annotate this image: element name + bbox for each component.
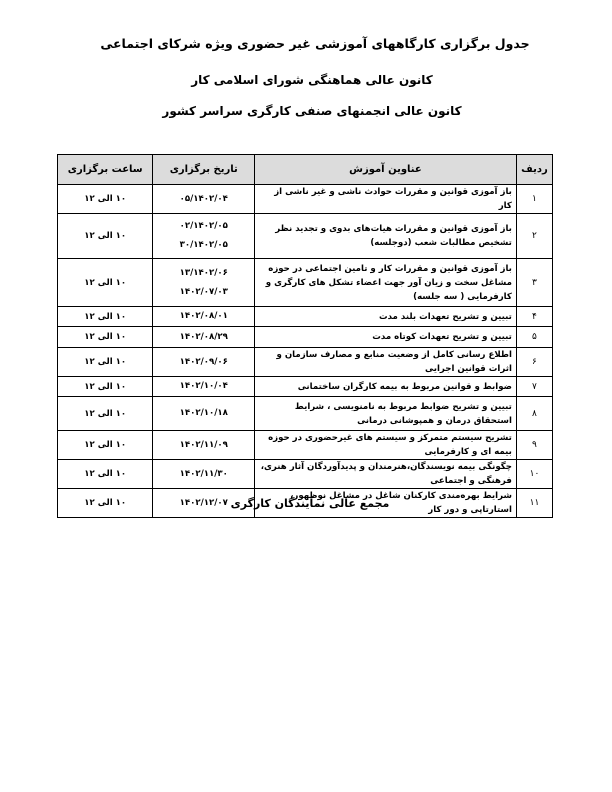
header-time: ساعت برگزاری xyxy=(58,155,153,185)
cell-topic: ضوابط و قوانین مربوط به بیمه کارگران ساختمانی xyxy=(254,377,516,397)
cell-topic: تبیین و تشریح ضوابط مربوط به نامنویسی ، شرایط استحقاق درمان و همپوشانی درمانی xyxy=(254,397,516,431)
date-value: ١۴٠٢/٠۴/٠۵ xyxy=(179,193,228,204)
date-value: ١۴٠٢/٠٨/٢٩ xyxy=(179,331,228,342)
cell-topic: چگونگی بیمه نویسندگان،هنرمندان و پدیدآوردگان آثار هنری، فرهنگی و اجتماعی xyxy=(254,460,516,489)
cell-row-number: ١٠ xyxy=(516,460,552,489)
cell-date xyxy=(153,259,255,307)
organization-name-1: کانون عالی هماهنگی شورای اسلامی کار xyxy=(191,73,433,87)
date-value: ١۴٠٢/١٠/٠۴ xyxy=(179,381,228,391)
cell-date xyxy=(153,185,255,214)
date-value: ١۴٠٢/٠٨/٠١ xyxy=(179,311,228,321)
cell-date xyxy=(153,460,255,489)
cell-date xyxy=(153,214,255,259)
cell-row-number: ٧ xyxy=(516,377,552,397)
cell-row-number: ٩ xyxy=(516,431,552,460)
table-row xyxy=(58,431,553,460)
cell-date xyxy=(153,307,255,327)
table-row xyxy=(58,327,553,348)
header-date: تاریخ برگزاری xyxy=(153,155,255,185)
cell-topic: تبیین و تشریح تعهدات کوتاه مدت xyxy=(254,327,516,348)
table-row xyxy=(58,259,553,307)
date-value: ١۴٠٢/١٢/٠٧ xyxy=(179,497,228,508)
date-value: ١۴٠٢/٠۶/١٣ xyxy=(179,267,228,278)
cell-time: ١٠ الی ١٢ xyxy=(58,348,153,377)
cell-time: ١٠ الی ١٢ xyxy=(58,327,153,348)
table-row xyxy=(58,214,553,259)
cell-date xyxy=(153,348,255,377)
date-value: ١۴٠٢/١٠/١٨ xyxy=(179,408,228,418)
date-value: ١۴٠٢/١١/٣٠ xyxy=(179,468,228,479)
cell-date xyxy=(153,377,255,397)
cell-row-number: ۶ xyxy=(516,348,552,377)
cell-time: ١٠ الی ١٢ xyxy=(58,259,153,307)
cell-topic: تشریح سیستم متمرکز و سیستم های غیرحضوری در حوزه بیمه ای و کارفرمایی xyxy=(254,431,516,460)
cell-row-number: ۵ xyxy=(516,327,552,348)
cell-time: ١٠ الی ١٢ xyxy=(58,489,153,518)
cell-date xyxy=(153,327,255,348)
organization-name-2: کانون عالی انجمنهای صنفی کارگری سراسر کشور xyxy=(162,104,462,118)
date-value: ١۴٠٢/٠۵/٠٢ xyxy=(179,221,228,231)
cell-topic: باز آموزی قوانین و مقررات هیات‌های بدوی و تجدید نظر تشخیص مطالبات شعب (دوجلسه) xyxy=(254,214,516,259)
cell-date xyxy=(153,397,255,431)
footer-signature: مجمع عالی نمایندگان کارگری xyxy=(230,497,390,510)
table-row xyxy=(58,307,553,327)
table-row xyxy=(58,460,553,489)
cell-date xyxy=(153,431,255,460)
cell-topic: شرایط بهره‌مندی کارکنان شاغل در مشاغل نوظهور، استارتاپی و دور کار xyxy=(254,489,516,518)
cell-row-number: ٨ xyxy=(516,397,552,431)
date-value: ١۴٠٢/١١/٠٩ xyxy=(179,439,228,450)
schedule-table xyxy=(57,154,553,518)
cell-time: ١٠ الی ١٢ xyxy=(58,397,153,431)
cell-row-number: ٣ xyxy=(516,259,552,307)
cell-time: ١٠ الی ١٢ xyxy=(58,214,153,259)
cell-time: ١٠ الی ١٢ xyxy=(58,460,153,489)
table-row xyxy=(58,348,553,377)
cell-row-number: ٢ xyxy=(516,214,552,259)
cell-row-number: ١١ xyxy=(516,489,552,518)
table-row xyxy=(58,397,553,431)
date-value: ١۴٠٢/٠٧/٠٣ xyxy=(179,286,228,297)
cell-time: ١٠ الی ١٢ xyxy=(58,307,153,327)
document-title: جدول برگزاری کارگاههای آموزشی غیر حضوری ویژه شرکای اجتماعی xyxy=(100,36,530,51)
table-header-row xyxy=(58,155,553,185)
header-topic: عناوین آموزش xyxy=(254,155,516,185)
date-value: ١۴٠٢/٠۵/٣٠ xyxy=(179,240,228,250)
cell-time: ١٠ الی ١٢ xyxy=(58,185,153,214)
cell-topic: اطلاع رسانی کامل از وضعیت منابع و مصارف سازمان و اثرات قوانین اجرایی xyxy=(254,348,516,377)
cell-time: ١٠ الی ١٢ xyxy=(58,377,153,397)
table-row xyxy=(58,185,553,214)
table-row xyxy=(58,377,553,397)
cell-row-number: ١ xyxy=(516,185,552,214)
header-row-number: ردیف xyxy=(516,155,552,185)
cell-topic: تبیین و تشریح تعهدات بلند مدت xyxy=(254,307,516,327)
table-body xyxy=(58,185,553,518)
cell-time: ١٠ الی ١٢ xyxy=(58,431,153,460)
date-value: ١۴٠٢/٠٩/٠۶ xyxy=(179,356,228,367)
cell-topic: باز آموزی قوانین و مقررات کار و تامین اجتماعی در حوزه مشاغل سخت و زیان آور جهت اعضاء تشکل های کارگری و کارفرمایی ( سه جلسه) xyxy=(254,259,516,307)
cell-topic: باز آموزی قوانین و مقررات حوادث ناشی و غیر ناشی از کار xyxy=(254,185,516,214)
cell-row-number: ۴ xyxy=(516,307,552,327)
